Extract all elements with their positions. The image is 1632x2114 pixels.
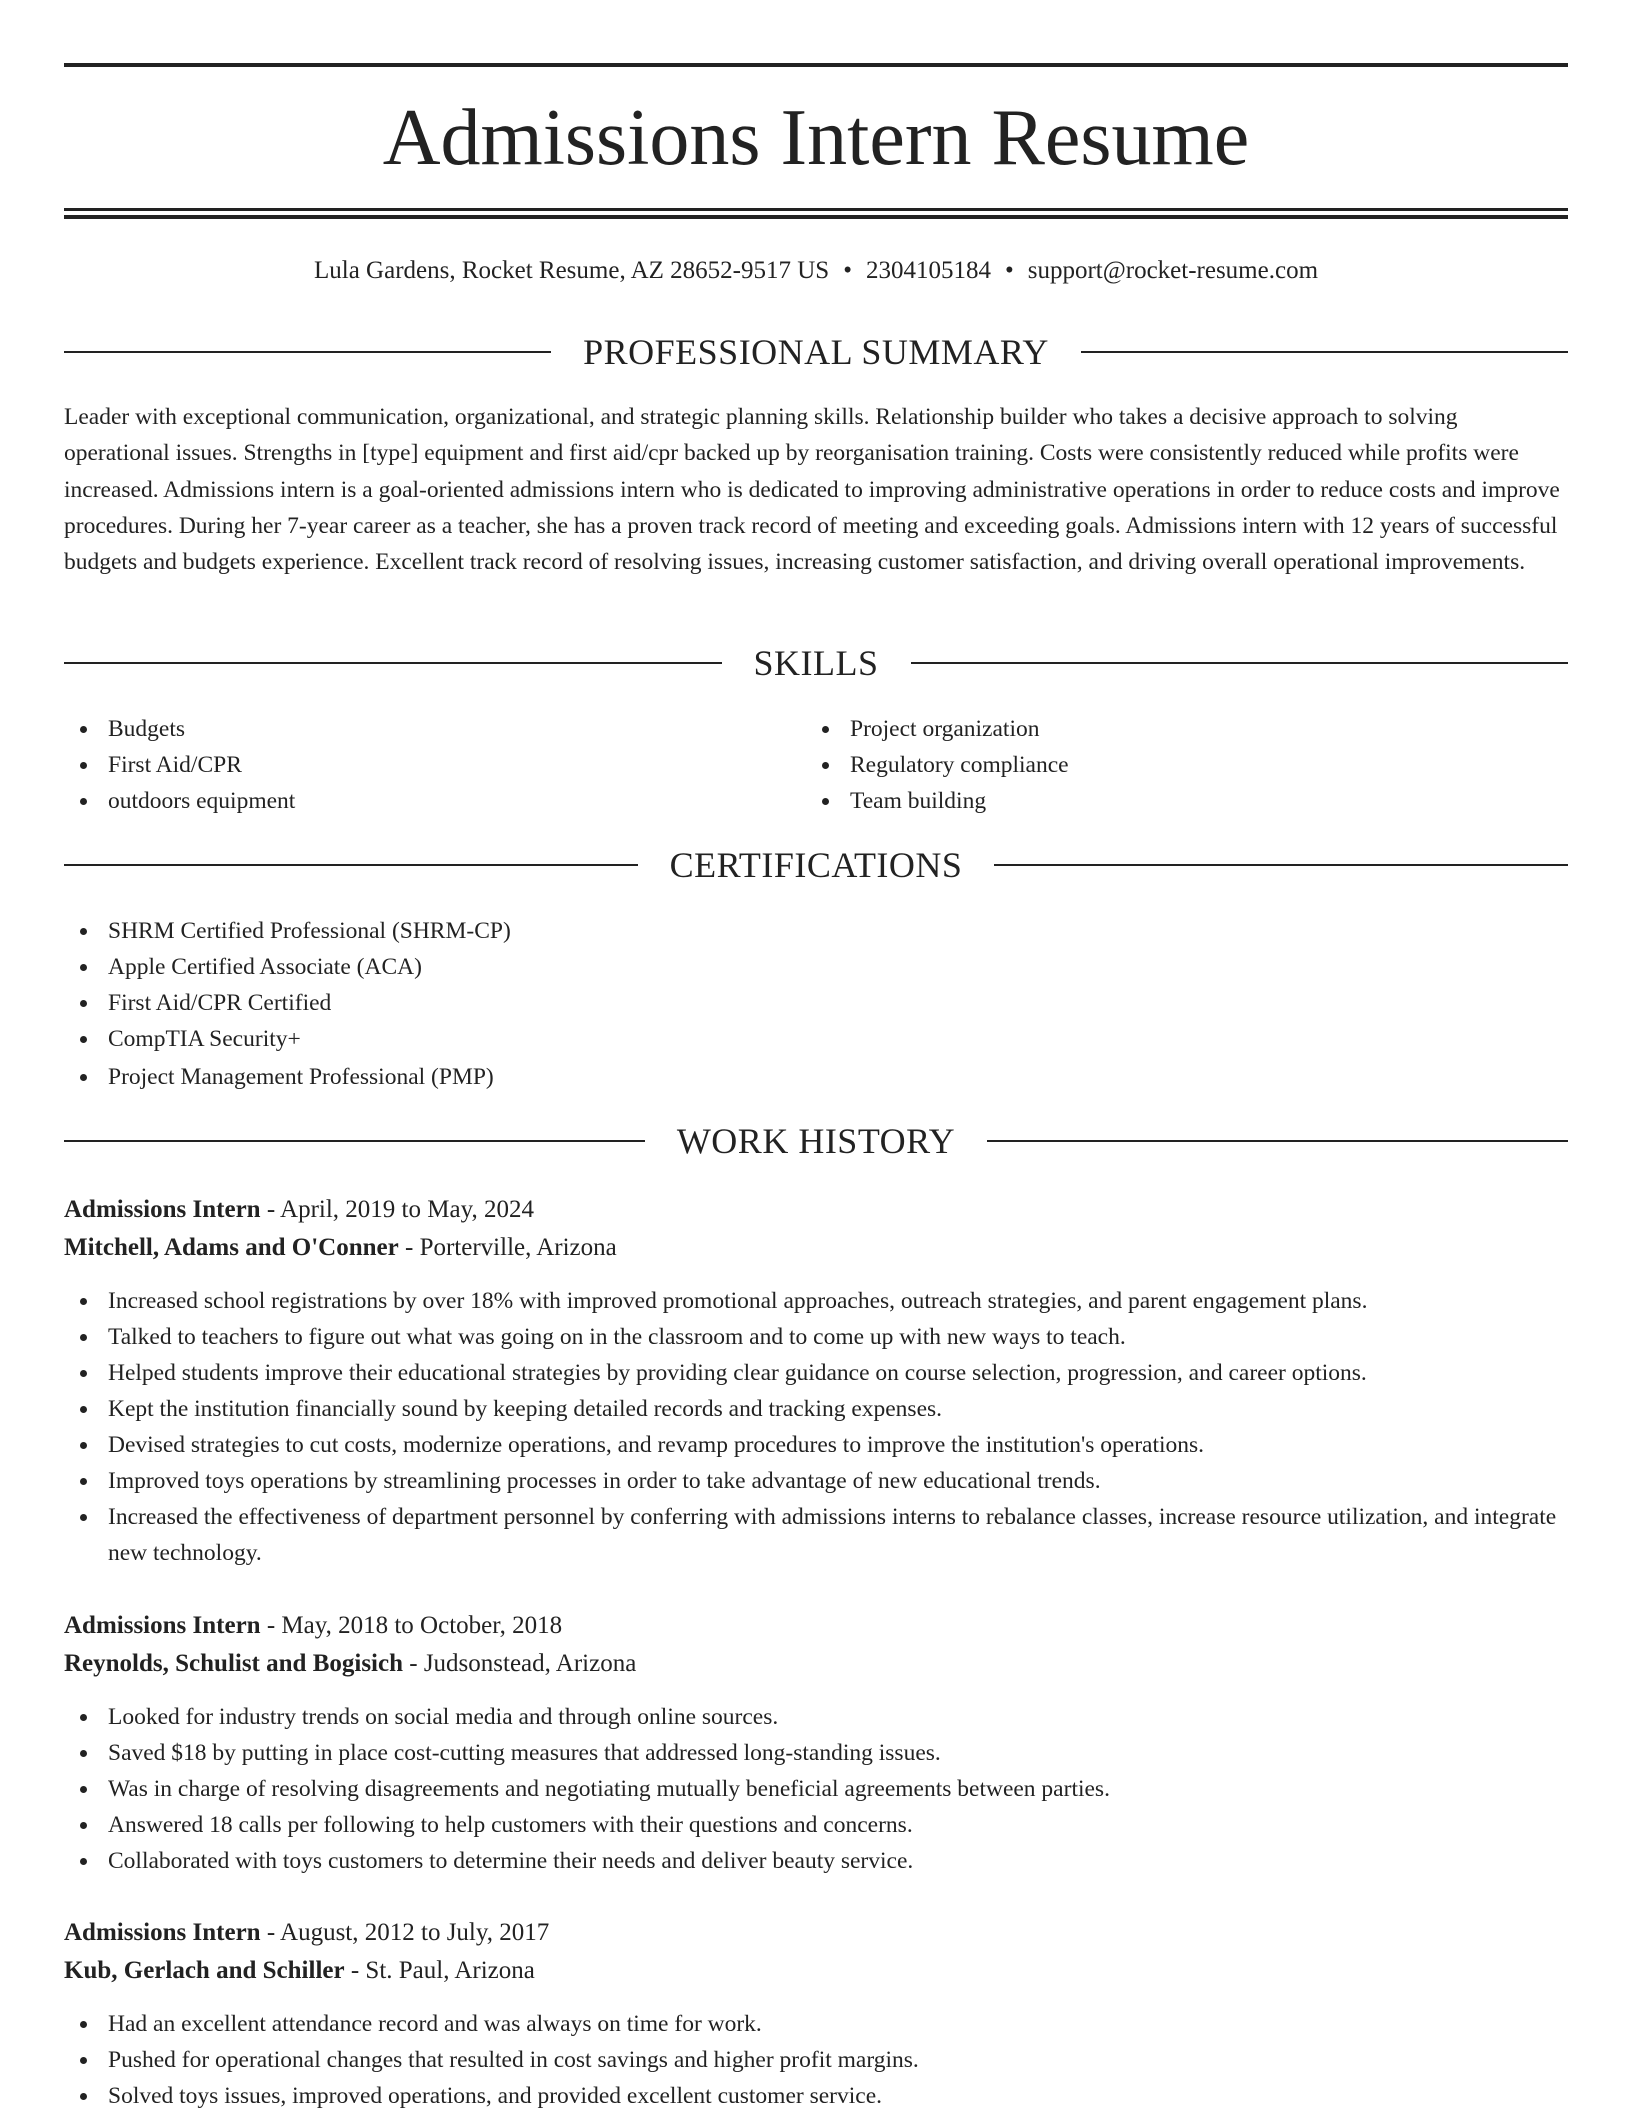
heading-rule-right — [911, 662, 1569, 664]
job-bullet: Pushed for operational changes that resulted in cost savings and higher profit margins. — [64, 2042, 1568, 2078]
heading-rule-left — [64, 351, 551, 353]
job-dates: - August, 2012 to July, 2017 — [260, 1919, 550, 1946]
job-dates: - April, 2019 to May, 2024 — [260, 1196, 534, 1223]
job-company-line — [64, 1229, 1568, 1267]
job-company: Kub, Gerlach and Schiller — [64, 1957, 345, 1984]
contact-separator: • — [1004, 257, 1014, 284]
heading-rule-right — [994, 864, 1568, 866]
job-bullets — [64, 1699, 1568, 1879]
job-title: Admissions Intern — [64, 1919, 261, 1946]
job-bullet: Kept the institution financially sound by keeping detailed records and tracking expenses. — [64, 1391, 1568, 1427]
heading-rule-left — [64, 662, 722, 664]
job-location: - Porterville, Arizona — [398, 1234, 617, 1261]
job-bullets — [64, 1283, 1568, 1571]
job-bullet: Helped students improve their educational strategies by providing clear guidance on course selection, progression, and career options. — [64, 1355, 1568, 1391]
job-entry — [64, 1607, 1568, 1879]
section-title: PROFESSIONAL SUMMARY — [583, 332, 1049, 372]
certification-item: SHRM Certified Professional (SHRM-CP) — [64, 913, 1568, 949]
job-bullet: Had an excellent attendance record and was always on time for work. — [64, 2006, 1568, 2042]
contact-address: Lula Gardens, Rocket Resume, AZ 28652-9517 US — [313, 257, 830, 284]
heading-rule-left — [64, 864, 638, 866]
section-heading-skills — [64, 643, 1568, 683]
job-bullet: Looked for industry trends on social media and through online sources. — [64, 1699, 1568, 1735]
job-entry — [64, 1914, 1568, 2114]
contact-email: support@rocket-resume.com — [1027, 257, 1319, 284]
contact-line — [64, 253, 1568, 289]
job-location: - St. Paul, Arizona — [344, 1957, 535, 1984]
job-title-line — [64, 1914, 1568, 1952]
title-rule-upper — [64, 208, 1568, 211]
section-heading-work-history — [64, 1121, 1568, 1161]
job-company: Mitchell, Adams and O'Conner — [64, 1234, 399, 1261]
job-bullet: Solved toys issues, improved operations, and provided excellent customer service. — [64, 2078, 1568, 2114]
certification-item: Project Management Professional (PMP) — [64, 1059, 1568, 1095]
certifications-list — [64, 913, 1568, 1095]
job-bullet: Devised strategies to cut costs, modernize operations, and revamp procedures to improve the institution's operations. — [64, 1427, 1568, 1463]
skills-list-left — [64, 711, 804, 819]
job-title: Admissions Intern — [64, 1612, 261, 1639]
summary-text: Leader with exceptional communication, organizational, and strategic planning skills. Relationship builder who takes a decisive approach to solving operational issues. Strengths in [type] equipment and first aid/cpr backed up by reorganisation training. Costs were consistently reduced while profits were increased. Admissions intern is a goal-oriented admissions intern who is dedicated to improving administrative operations in order to reduce costs and improve procedures. During her 7-year career as a teacher, she has a proven track record of meeting and exceeding goals. Admissions intern with 12 years of successful budgets and budgets experience. Excellent track record of resolving issues, increasing customer satisfaction, and driving overall operational improvements. — [64, 404, 1560, 576]
section-heading-certifications — [64, 845, 1568, 885]
job-entry — [64, 1191, 1568, 1571]
heading-rule-left — [64, 1140, 645, 1142]
skill-item: First Aid/CPR — [64, 747, 804, 783]
job-title-line — [64, 1191, 1568, 1229]
job-bullet: Talked to teachers to figure out what was going on in the classroom and to come up with new ways to teach. — [64, 1319, 1568, 1355]
top-rule — [64, 63, 1568, 67]
heading-rule-right — [1081, 351, 1568, 353]
skill-item: Regulatory compliance — [806, 747, 1546, 783]
job-company: Reynolds, Schulist and Bogisich — [64, 1650, 403, 1677]
job-bullets — [64, 2006, 1568, 2114]
job-title: Admissions Intern — [64, 1196, 261, 1223]
certification-item: CompTIA Security+ — [64, 1021, 1568, 1057]
section-title: CERTIFICATIONS — [669, 845, 963, 885]
certification-item: Apple Certified Associate (ACA) — [64, 949, 1568, 985]
section-title: SKILLS — [753, 643, 879, 683]
contact-separator: • — [843, 257, 852, 284]
section-title: WORK HISTORY — [676, 1121, 956, 1161]
job-title-line — [64, 1607, 1568, 1645]
heading-rule-right — [987, 1140, 1568, 1142]
job-bullet: Was in charge of resolving disagreements and negotiating mutually beneficial agreements between parties. — [64, 1771, 1568, 1807]
job-bullet: Collaborated with toys customers to determine their needs and deliver beauty service. — [64, 1843, 1568, 1879]
title-rule-lower — [64, 215, 1568, 219]
skill-item: Team building — [806, 783, 1546, 819]
job-bullet: Improved toys operations by streamlining processes in order to take advantage of new educational trends. — [64, 1463, 1568, 1499]
job-bullet: Saved $18 by putting in place cost-cutting measures that addressed long-standing issues. — [64, 1735, 1568, 1771]
job-bullet: Answered 18 calls per following to help customers with their questions and concerns. — [64, 1807, 1568, 1843]
job-bullet: Increased school registrations by over 18% with improved promotional approaches, outreach strategies, and parent engagement plans. — [64, 1283, 1568, 1319]
job-company-line — [64, 1645, 1568, 1683]
contact-phone: 2304105184 — [865, 257, 991, 284]
skill-item: Project organization — [806, 711, 1546, 747]
job-dates: - May, 2018 to October, 2018 — [260, 1612, 563, 1639]
skill-item: outdoors equipment — [64, 783, 804, 819]
skills-list-right — [806, 711, 1546, 819]
job-company-line — [64, 1952, 1568, 1990]
job-bullet: Increased the effectiveness of department personnel by conferring with admissions interns to rebalance classes, increase resource utilization, and integrate new technology. — [64, 1499, 1568, 1571]
certification-item: First Aid/CPR Certified — [64, 985, 1568, 1021]
page-title: Admissions Intern Resume — [382, 94, 1250, 182]
section-heading-summary — [64, 332, 1568, 372]
skill-item: Budgets — [64, 711, 804, 747]
job-location: - Judsonstead, Arizona — [403, 1650, 637, 1677]
